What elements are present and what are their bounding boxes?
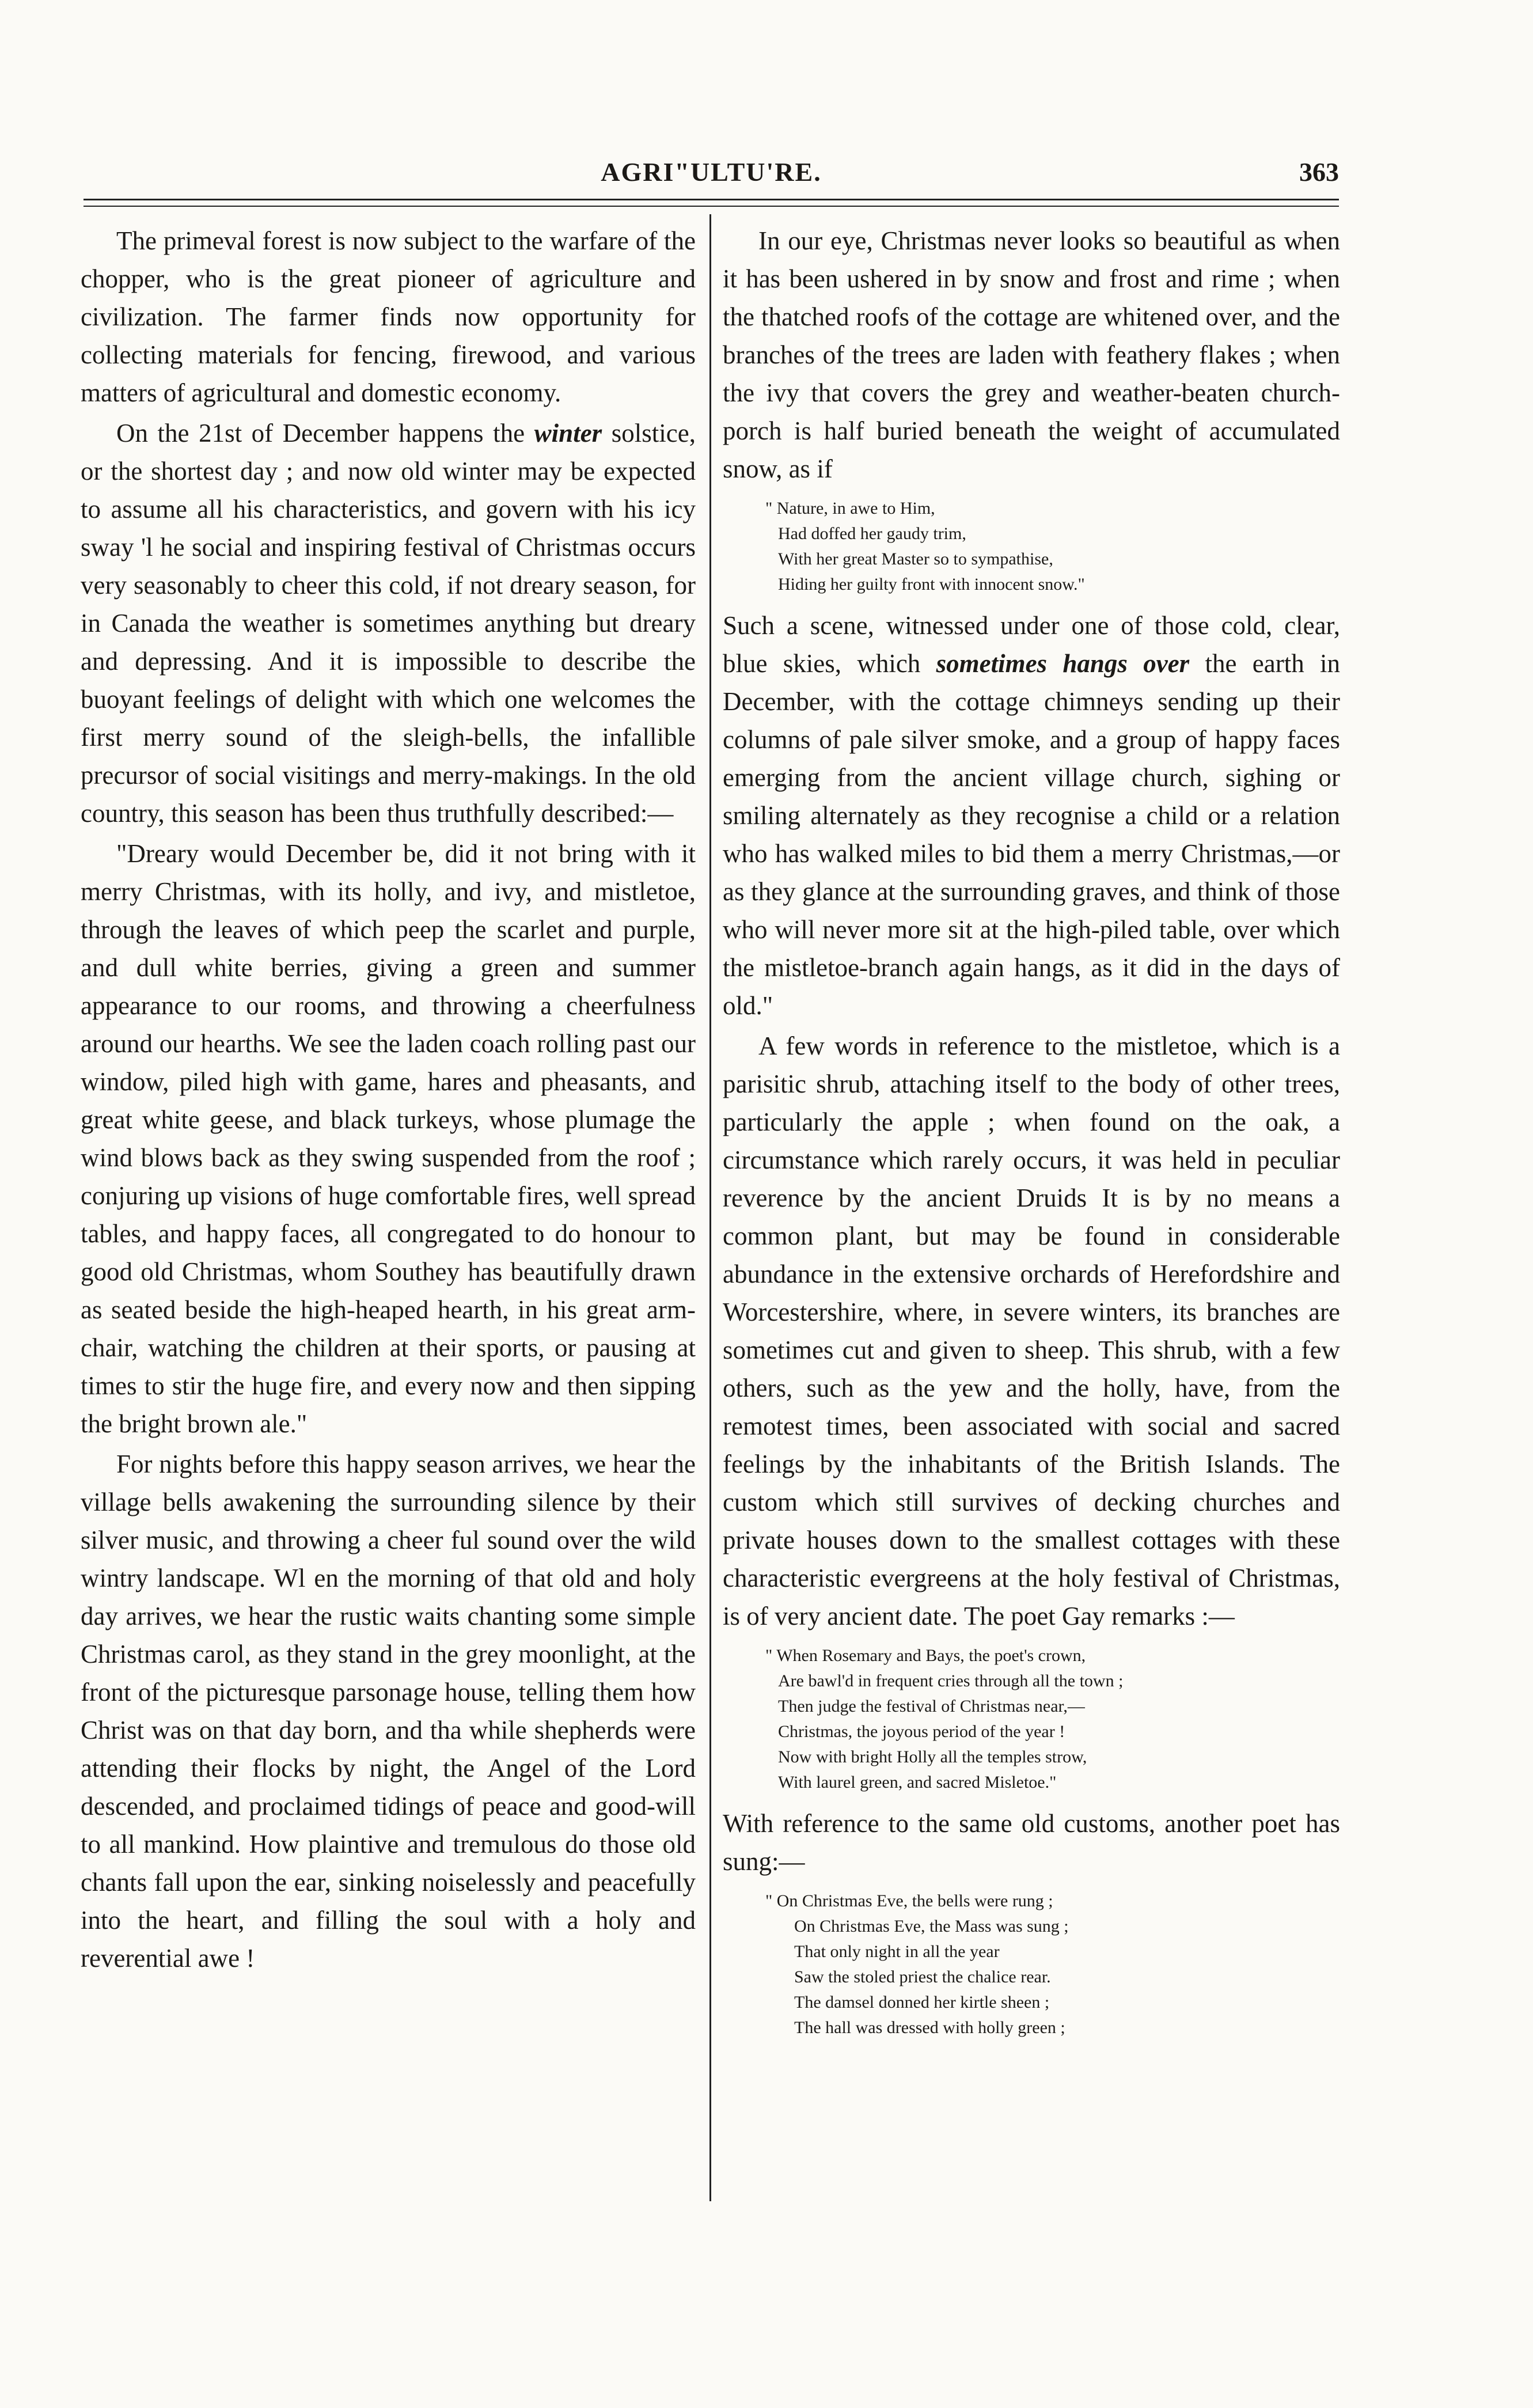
verse-line: Saw the stoled priest the chalice rear. xyxy=(794,1967,1051,1986)
text-run: On the 21st of December happens the xyxy=(116,419,534,448)
page-number: 363 xyxy=(1299,157,1339,187)
italic-phrase: sometimes hangs over xyxy=(936,649,1190,678)
left-column xyxy=(81,222,696,1977)
header-rule xyxy=(84,199,1339,200)
paragraph: In our eye, Christmas never looks so beautiful as when it has been ushered in by snow and frost and rime ; when the thatched roofs of the cottage are whitened over, and the branches of the trees are laden with feathery flakes ; when the ivy that covers the grey and weather-beaten church-porch is half buried beneath the weight of accumulated snow, as if xyxy=(723,226,1340,483)
running-title: AGRI"ULTU'RE. xyxy=(601,157,822,187)
verse-line: Had doffed her gaudy trim, xyxy=(778,524,966,543)
verse-block xyxy=(723,496,1340,597)
verse-line: The hall was dressed with holly green ; xyxy=(794,2018,1065,2037)
verse-line: On Christmas Eve, the Mass was sung ; xyxy=(794,1917,1069,1936)
verse-line: The damsel donned her kirtle sheen ; xyxy=(794,1993,1050,2012)
header-rule-thin xyxy=(84,206,1339,207)
text-run: Such a scene, witnessed under one of those cold, clear, blue skies, which xyxy=(723,611,1340,678)
text-run: solstice, or the shortest day ; and now old winter may be expected to assume all his characteristics, and govern with his icy sway 'l he social and inspiring festival of Christmas occurs very seasonably to cheer this cold, if not dreary season, for in Canada the weather is sometimes anything but dreary and depressing. And it is impossible to describe the buoyant feelings of delight with which one welcomes the first merry sound of the sleigh-bells, the infallible precursor of social visitings and merry-makings. In the old country, this season has been thus truthfully described:— xyxy=(81,419,696,828)
verse-line: Now with bright Holly all the temples strow, xyxy=(778,1747,1087,1766)
paragraph: For nights before this happy season arrives, we hear the village bells awakening the surrounding silence by their silver music, and throwing a cheer ful sound over the wild wintry landscape. Wl en the morning of that old and holy day arrives, we hear the rustic waits chanting some simple Christmas carol, as they stand in the grey moonlight, at the front of the picturesque parsonage house, telling them how Christ was on that day born, and tha while shepherds were attending their flocks by night, the Angel of the Lord descended, and proclaimed tidings of peace and good-will to all mankind. How plaintive and tremulous do those old chants fall upon the ear, sinking noiselessly and peacefully into the heart, and filling the soul with a holy and reverential awe ! xyxy=(81,1450,696,1973)
paragraph: With reference to the same old customs, another poet has sung:— xyxy=(723,1809,1340,1876)
italic-word: winter xyxy=(534,419,602,448)
verse-line: Christmas, the joyous period of the year ! xyxy=(778,1722,1065,1741)
quoted-paragraph: "Dreary would December be, did it not bring with it merry Christmas, with its holly, and ivy, and mistletoe, through the leaves of which peep the scarlet and purple, and dull white berries, giving a green and summer appearance to our rooms, and throwing a cheerfulness around our hearths. We see the laden coach rolling past our window, piled high with game, hares and pheasants, and great white geese, and black turkeys, whose plumage the wind blows back as they swing suspended from the roof ; conjuring up visions of huge comfortable fires, well spread tables, and happy faces, all congregated to do honour to good old Christmas, whom Southey has beautifully drawn as seated beside the high-heaped hearth, in his great arm-chair, watching the children at their sports, or pausing at times to stir the huge fire, and every now and then sipping the bright brown ale." xyxy=(81,839,696,1438)
verse-line: " When Rosemary and Bays, the poet's crown, xyxy=(765,1646,1086,1665)
column-divider xyxy=(709,214,711,2201)
verse-block xyxy=(723,1643,1340,1795)
paragraph xyxy=(81,414,696,832)
page-header xyxy=(84,157,1339,197)
text-run: the earth in December, with the cottage chimneys sending up their columns of pale silver smoke, and a group of happy faces emerging from the ancient village church, sighing or smiling alternately as they recognise a child or a relation who has walked miles to bid them a merry Christmas,—or as they glance at the surrounding graves, and think of those who will never more sit at the high-piled table, over which the mistletoe-branch again hangs, as it did in the days of old." xyxy=(723,649,1340,1020)
verse-line: " Nature, in awe to Him, xyxy=(765,499,935,518)
paragraph xyxy=(723,606,1340,1025)
verse-line: That only night in all the year xyxy=(794,1942,1000,1961)
verse-line: Then judge the festival of Christmas near,— xyxy=(778,1697,1085,1716)
verse-line: With her great Master so to sympathise, xyxy=(778,549,1053,568)
verse-line: Hiding her guilty front with innocent snow." xyxy=(778,575,1085,594)
verse-line: " On Christmas Eve, the bells were rung ; xyxy=(765,1891,1053,1910)
verse-line: Are bawl'd in frequent cries through all the town ; xyxy=(778,1671,1124,1690)
verse-line: With laurel green, and sacred Misletoe." xyxy=(778,1773,1057,1792)
verse-block xyxy=(723,1889,1340,2041)
paragraph: The primeval forest is now subject to the warfare of the chopper, who is the great pioneer of agriculture and civilization. The farmer finds now opportunity for collecting materials for fencing, firewood, and various matters of agricultural and domestic economy. xyxy=(81,226,696,407)
right-column xyxy=(723,222,1340,2050)
paragraph: A few words in reference to the mistletoe, which is a parisitic shrub, attaching itself to the body of other trees, particularly the apple ; when found on the oak, a circumstance which rarely occurs, it was held in peculiar reverence by the ancient Druids It is by no means a common plant, but may be found in considerable abundance in the extensive orchards of Herefordshire and Worcestershire, where, in severe winters, its branches are sometimes cut and given to sheep. This shrub, with a few others, such as the yew and the holly, have, from the remotest times, been associated with social and sacred feelings by the inhabitants of the British Islands. The custom which still survives of decking churches and private houses down to the smallest cottages with these characteristic evergreens at the holy festival of Christmas, is of very ancient date. The poet Gay remarks :— xyxy=(723,1032,1340,1630)
